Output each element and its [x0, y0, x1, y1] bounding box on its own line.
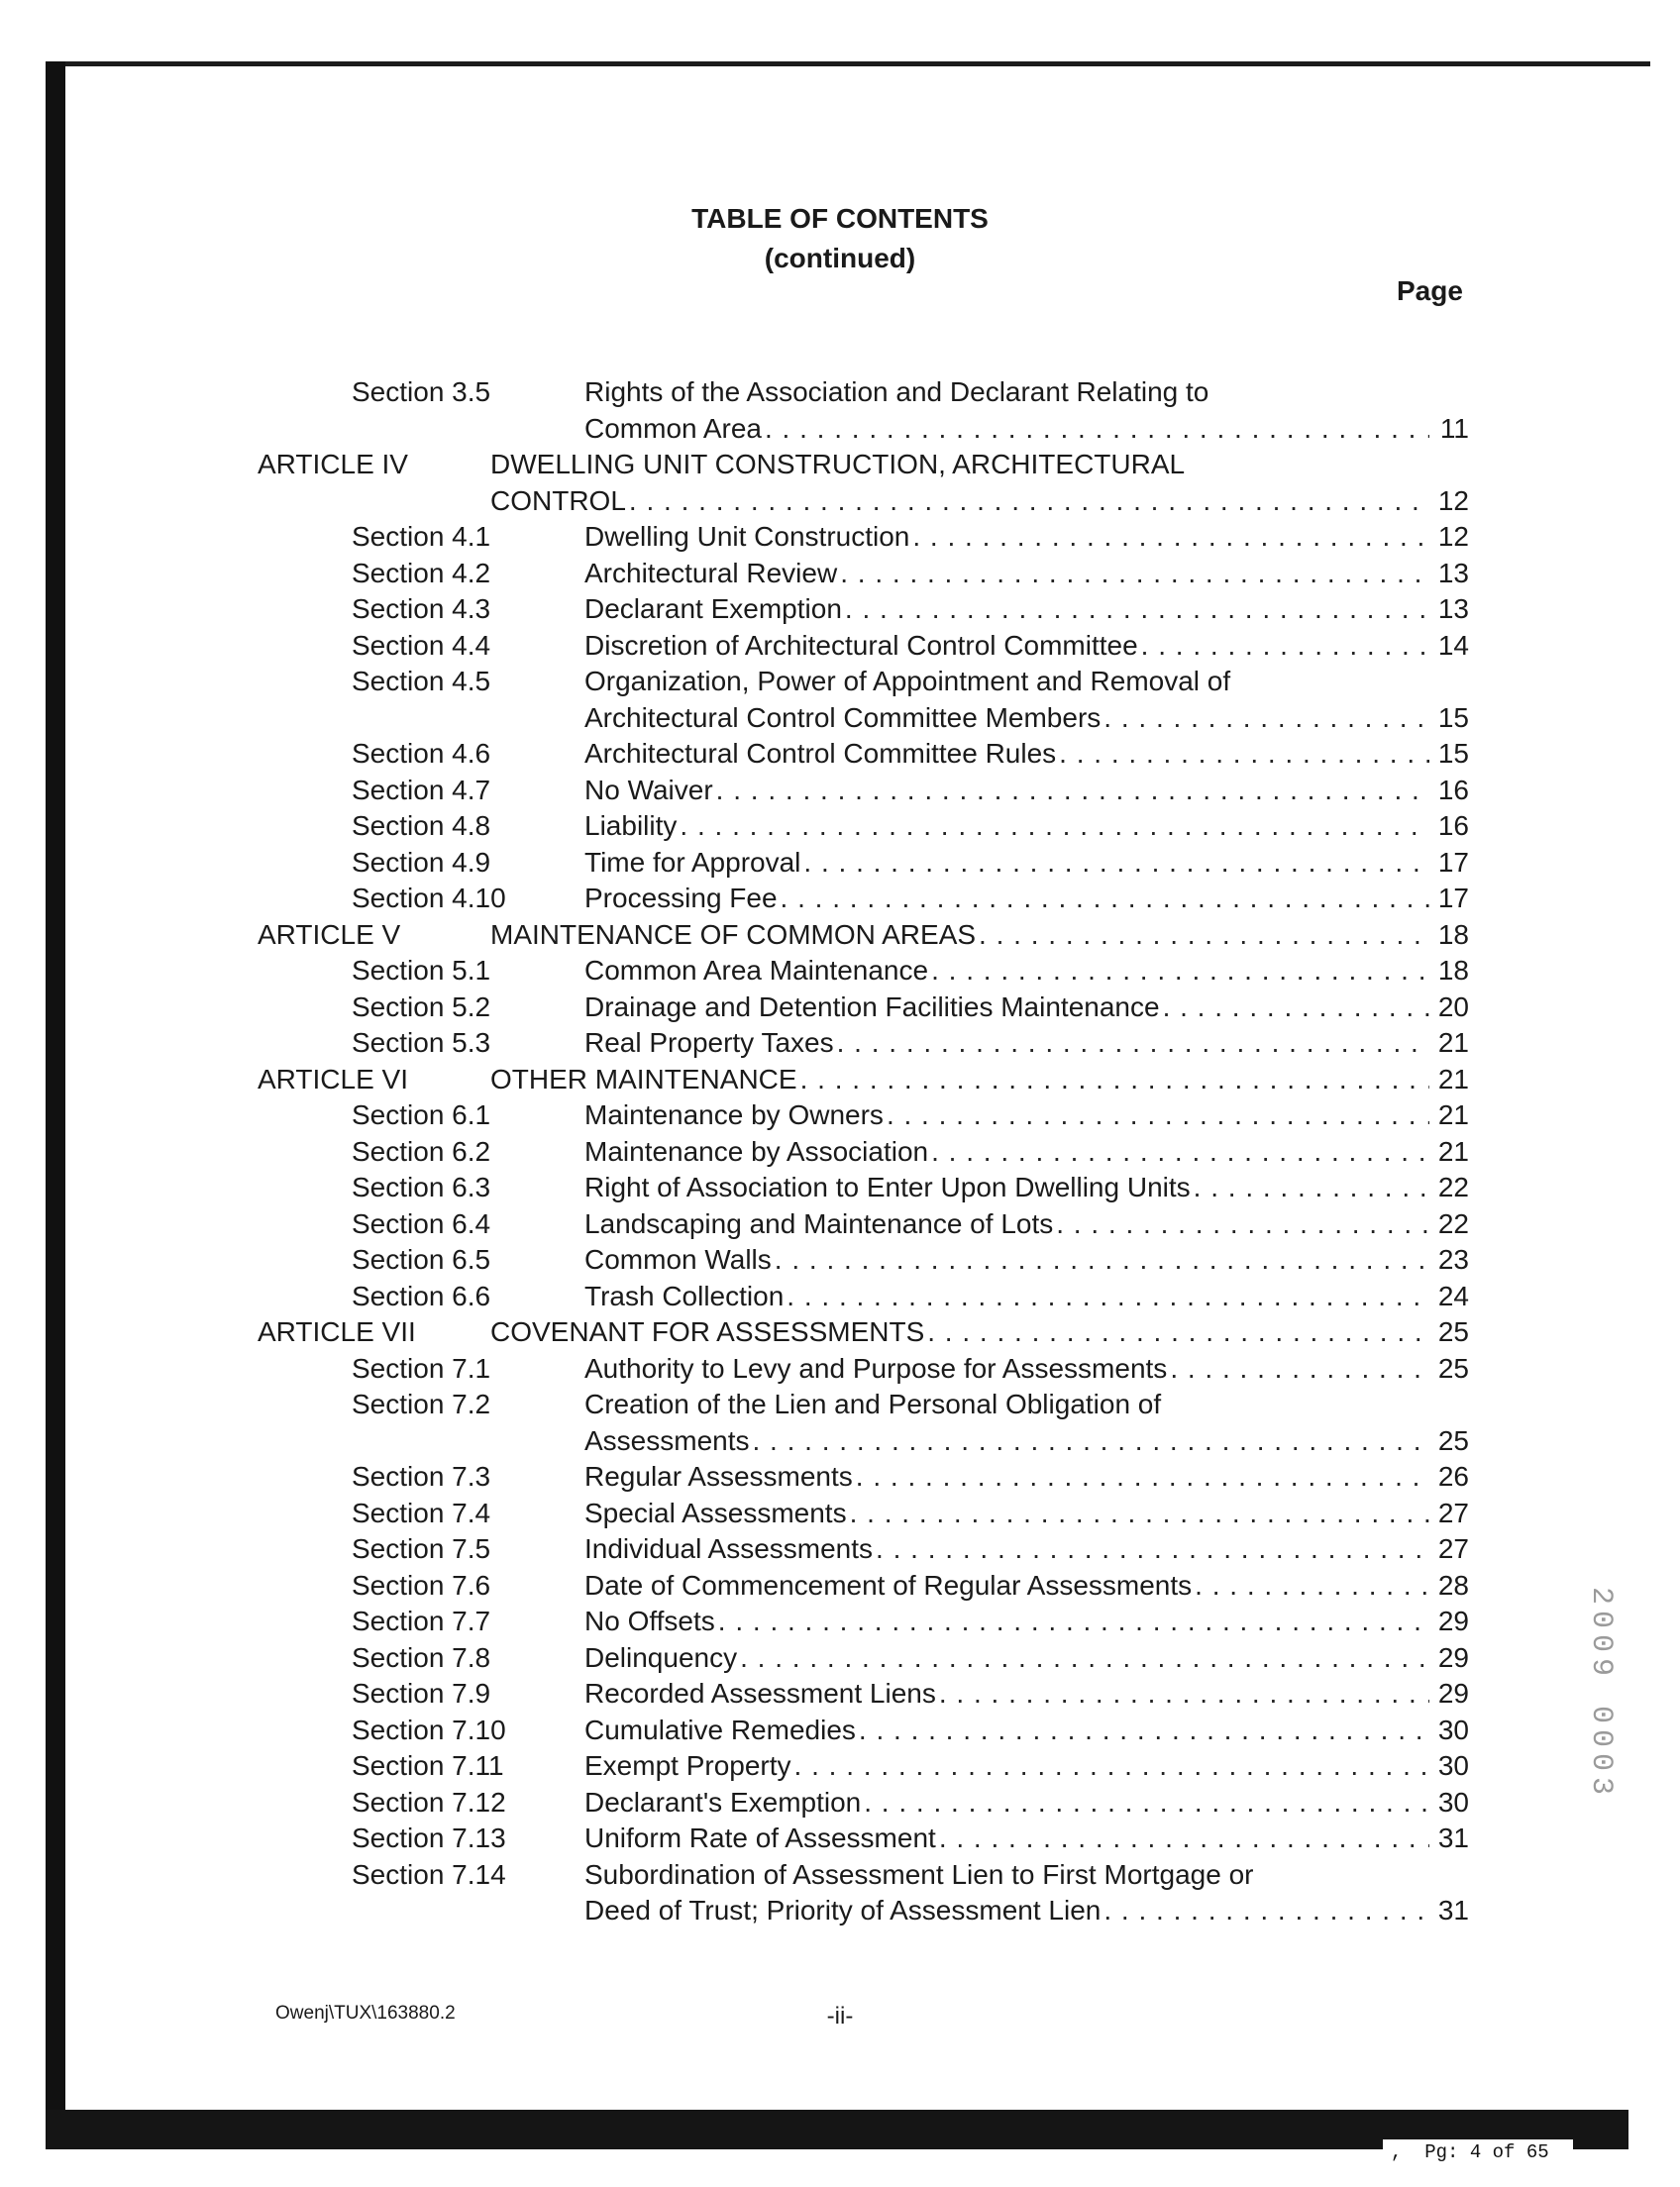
toc-entry-title: OTHER MAINTENANCE: [490, 1063, 797, 1094]
toc-entry-page: 21: [1437, 1063, 1469, 1094]
scan-stamp: [1571, 1525, 1630, 1862]
toc-entry-page: 26: [1437, 1461, 1469, 1492]
dot-leader: [1059, 736, 1429, 772]
toc-entry-page: 17: [1437, 883, 1469, 913]
toc-entry-number: Section 7.1: [352, 1352, 491, 1384]
toc-section-row: [0, 411, 1680, 448]
file-reference: Owenj\TUX\163880.2: [275, 2003, 456, 2024]
pager-readout: , Pg: 4 of 65: [1383, 2139, 1573, 2165]
toc-section-row: [0, 1097, 1680, 1134]
dot-leader: [840, 556, 1429, 591]
toc-entry-number: Section 7.5: [352, 1533, 491, 1564]
dot-leader: [718, 1604, 1429, 1639]
toc-entry-number: ARTICLE VII: [258, 1316, 416, 1347]
toc-entry-number: Section 6.3: [352, 1172, 491, 1202]
toc-section-row: [0, 1279, 1680, 1315]
dot-leader: [680, 808, 1429, 844]
toc-entry-page: 15: [1437, 701, 1469, 733]
dot-leader: [716, 773, 1429, 808]
toc-section-row: [0, 519, 1680, 556]
page-column-label: Page: [1397, 275, 1463, 306]
toc-section-row: [0, 1857, 1680, 1894]
dot-leader: [803, 845, 1429, 881]
dot-leader: [850, 1496, 1429, 1531]
toc-article-row: [0, 1062, 1680, 1098]
toc-entry-title: Discretion of Architectural Control Committee: [584, 629, 1138, 661]
toc-entry-number: Section 3.5: [352, 376, 491, 407]
toc-entry-page: 22: [1437, 1172, 1469, 1202]
toc-entry-title: Individual Assessments: [584, 1533, 874, 1564]
toc-entry-title: Trash Collection: [584, 1280, 785, 1311]
toc-entry-title: Deed of Trust; Priority of Assessment Lien: [584, 1895, 1102, 1926]
dot-leader: [1103, 1893, 1429, 1928]
dot-leader: [753, 1423, 1430, 1459]
toc-section-row: [0, 1134, 1680, 1171]
toc-entry-number: Section 4.3: [352, 593, 491, 624]
toc-entry-page: 30: [1437, 1750, 1469, 1781]
toc-entry-number: Section 5.1: [352, 955, 491, 986]
toc-entry-title: Right of Association to Enter Upon Dwelling Units: [584, 1172, 1191, 1202]
dot-leader: [912, 519, 1429, 555]
toc-entry-page: 27: [1437, 1533, 1469, 1564]
dot-leader: [775, 1242, 1429, 1278]
dot-leader: [1141, 628, 1429, 664]
toc-entry-title: Architectural Control Committee Members: [584, 701, 1102, 733]
toc-entry-title: Exempt Property: [584, 1750, 791, 1781]
toc-section-row: [0, 1459, 1680, 1496]
toc-section-row: [0, 989, 1680, 1026]
toc-entry-page: 23: [1437, 1244, 1469, 1275]
toc-entry-page: 30: [1437, 1714, 1469, 1745]
dot-leader: [765, 411, 1429, 447]
dot-leader: [931, 953, 1429, 989]
toc-entry-page: 14: [1437, 629, 1469, 661]
dot-leader: [939, 1821, 1429, 1856]
toc-entry-number: Section 7.8: [352, 1641, 491, 1673]
toc-entry-title: Uniform Rate of Assessment: [584, 1822, 936, 1853]
toc-entry-page: 13: [1437, 557, 1469, 588]
dot-leader: [876, 1531, 1429, 1567]
toc-entry-page: 22: [1437, 1207, 1469, 1239]
toc-entry-number: Section 7.4: [352, 1497, 491, 1528]
toc-entry-number: Section 5.3: [352, 1027, 491, 1058]
page-number: -ii-: [826, 2003, 854, 2030]
dot-leader: [837, 1025, 1429, 1061]
toc-section-row: [0, 374, 1680, 411]
toc-entry-number: Section 4.2: [352, 557, 491, 588]
toc-section-row: [0, 591, 1680, 628]
toc-entry-title: Landscaping and Maintenance of Lots: [584, 1207, 1054, 1239]
toc-entry-title: Subordination of Assessment Lien to First Mortgage or: [584, 1858, 1254, 1890]
dot-leader: [1163, 989, 1429, 1025]
dot-leader: [794, 1748, 1429, 1784]
toc-entry-page: 29: [1437, 1641, 1469, 1673]
toc-entry-page: 25: [1437, 1316, 1469, 1347]
toc-entry-page: 21: [1437, 1027, 1469, 1058]
toc-entry-title: MAINTENANCE OF COMMON AREAS: [490, 918, 977, 950]
toc-entry-title: Regular Assessments: [584, 1461, 853, 1492]
toc-entry-title: Creation of the Lien and Personal Obligation of: [584, 1389, 1162, 1419]
dot-leader: [931, 1134, 1429, 1170]
dot-leader: [845, 591, 1429, 627]
toc-entry-title: Common Walls: [584, 1244, 772, 1275]
toc-entry-number: ARTICLE VI: [258, 1063, 408, 1094]
toc-entry-title: Cumulative Remedies: [584, 1714, 856, 1745]
toc-entry-number: Section 7.6: [352, 1569, 491, 1601]
toc-entry-page: 29: [1437, 1678, 1469, 1709]
toc-entry-title: No Waiver: [584, 774, 713, 805]
toc-entry-number: Section 7.2: [352, 1389, 491, 1419]
toc-section-row: [0, 1242, 1680, 1279]
toc-entry-page: 20: [1437, 990, 1469, 1022]
toc-entry-page: 17: [1437, 846, 1469, 878]
toc-entry-number: Section 4.10: [352, 883, 506, 913]
toc-entry-title: Special Assessments: [584, 1497, 847, 1528]
toc-article-row: [0, 483, 1680, 520]
toc-entry-number: ARTICLE V: [258, 918, 401, 950]
toc-article-row: [0, 917, 1680, 954]
toc-section-row: [0, 1206, 1680, 1243]
dot-leader: [787, 1279, 1429, 1314]
toc-entry-number: Section 6.2: [352, 1135, 491, 1167]
toc-section-row: [0, 1676, 1680, 1713]
toc-entry-title: Date of Commencement of Regular Assessments: [584, 1569, 1193, 1601]
toc-entry-title: COVENANT FOR ASSESSMENTS: [490, 1316, 925, 1347]
toc-section-row: [0, 700, 1680, 737]
toc-section-row: [0, 845, 1680, 882]
toc-entry-title: CONTROL: [490, 484, 626, 516]
toc-article-row: [0, 1314, 1680, 1351]
toc-entry-title: Real Property Taxes: [584, 1027, 834, 1058]
toc-entry-page: 12: [1437, 484, 1469, 516]
toc-entry-number: Section 7.7: [352, 1606, 491, 1636]
dot-leader: [1103, 700, 1429, 736]
toc-entry-page: 25: [1437, 1352, 1469, 1384]
toc-entry-title: Time for Approval: [584, 846, 801, 878]
toc-entry-page: 11: [1439, 412, 1469, 444]
toc-section-row: [0, 773, 1680, 809]
toc-entry-title: Rights of the Association and Declarant Relating to: [584, 376, 1209, 407]
toc-entry-page: 16: [1437, 774, 1469, 805]
toc-entry-title: DWELLING UNIT CONSTRUCTION, ARCHITECTURAL: [490, 449, 1186, 479]
dot-leader: [740, 1640, 1429, 1676]
dot-leader: [887, 1097, 1429, 1133]
toc-entry-title: Maintenance by Association: [584, 1135, 929, 1167]
toc-entry-title: Dwelling Unit Construction: [584, 521, 910, 552]
dot-leader: [864, 1785, 1429, 1821]
toc-section-row: [0, 1713, 1680, 1749]
toc-entry-title: Recorded Assessment Liens: [584, 1678, 936, 1709]
toc-entry-page: 18: [1437, 955, 1469, 986]
toc-section-row: [0, 1496, 1680, 1532]
toc-entry-title: Organization, Power of Appointment and Removal of: [584, 666, 1231, 696]
toc-entry-page: 27: [1437, 1497, 1469, 1528]
toc-entry-number: ARTICLE IV: [258, 449, 408, 479]
toc-entry-number: Section 4.4: [352, 629, 491, 661]
toc-entry-number: Section 4.1: [352, 521, 491, 552]
toc-entry-page: 21: [1437, 1099, 1469, 1130]
toc-entry-page: 31: [1437, 1822, 1469, 1853]
toc-entry-title: Common Area Maintenance: [584, 955, 929, 986]
dot-leader: [800, 1062, 1429, 1097]
toc-entry-number: Section 5.2: [352, 990, 491, 1022]
dot-leader: [781, 881, 1429, 916]
toc-entry-number: Section 4.7: [352, 774, 491, 805]
toc-entry-number: Section 7.12: [352, 1786, 506, 1818]
dot-leader: [939, 1676, 1429, 1712]
toc-section-row: [0, 1351, 1680, 1388]
toc-list: [0, 374, 1680, 1929]
dot-leader: [979, 917, 1429, 953]
toc-section-row: [0, 1893, 1680, 1929]
dot-leader: [927, 1314, 1429, 1350]
toc-entry-page: 31: [1437, 1895, 1469, 1926]
toc-entry-number: Section 6.4: [352, 1207, 491, 1239]
toc-entry-number: Section 7.14: [352, 1858, 506, 1890]
toc-entry-page: 29: [1437, 1606, 1469, 1636]
toc-title: TABLE OF CONTENTS: [691, 203, 989, 234]
toc-section-row: [0, 881, 1680, 917]
toc-entry-number: Section 6.1: [352, 1099, 491, 1130]
toc-entry-number: Section 4.5: [352, 666, 491, 696]
toc-entry-title: Delinquency: [584, 1641, 738, 1673]
toc-subtitle: (continued): [764, 243, 916, 273]
toc-section-row: [0, 1785, 1680, 1822]
dot-leader: [1170, 1351, 1429, 1387]
toc-section-row: [0, 953, 1680, 989]
toc-entry-title: Processing Fee: [584, 883, 778, 913]
toc-section-row: [0, 1170, 1680, 1206]
toc-entry-page: 16: [1437, 810, 1469, 841]
toc-entry-number: Section 6.6: [352, 1280, 491, 1311]
toc-entry-page: 24: [1437, 1280, 1469, 1311]
toc-entry-number: Section 7.3: [352, 1461, 491, 1492]
toc-entry-page: 13: [1437, 593, 1469, 624]
scan-border-top: [46, 61, 1650, 66]
toc-section-row: [0, 1821, 1680, 1857]
toc-entry-number: Section 7.9: [352, 1678, 491, 1709]
toc-entry-title: No Offsets: [584, 1606, 715, 1636]
toc-section-row: [0, 628, 1680, 665]
scan-stamp-text: 2009 0003: [1584, 1586, 1618, 1802]
toc-entry-number: Section 7.10: [352, 1714, 506, 1745]
toc-section-row: [0, 1568, 1680, 1605]
toc-section-row: [0, 1640, 1680, 1677]
toc-entry-title: Common Area: [584, 412, 762, 444]
dot-leader: [859, 1713, 1429, 1748]
toc-entry-number: Section 4.8: [352, 810, 491, 841]
toc-entry-page: 30: [1437, 1786, 1469, 1818]
toc-entry-page: 25: [1437, 1424, 1469, 1456]
toc-entry-page: 21: [1437, 1135, 1469, 1167]
toc-entry-title: Declarant's Exemption: [584, 1786, 862, 1818]
toc-entry-page: 28: [1437, 1569, 1469, 1601]
toc-entry-page: 12: [1437, 521, 1469, 552]
toc-entry-title: Architectural Review: [584, 557, 838, 588]
toc-section-row: [0, 556, 1680, 592]
toc-section-row: [0, 1531, 1680, 1568]
toc-entry-number: Section 6.5: [352, 1244, 491, 1275]
dot-leader: [1195, 1568, 1429, 1604]
dot-leader: [1194, 1170, 1429, 1205]
toc-entry-title: Drainage and Detention Facilities Maintenance: [584, 990, 1160, 1022]
toc-section-row: [0, 1025, 1680, 1062]
toc-entry-title: Liability: [584, 810, 678, 841]
toc-entry-title: Authority to Levy and Purpose for Assessments: [584, 1352, 1168, 1384]
toc-entry-page: 15: [1437, 738, 1469, 769]
dot-leader: [856, 1459, 1429, 1495]
toc-section-row: [0, 664, 1680, 700]
toc-section-row: [0, 1387, 1680, 1423]
toc-entry-number: Section 4.9: [352, 846, 491, 878]
toc-entry-title: Architectural Control Committee Rules: [584, 738, 1057, 769]
toc-section-row: [0, 1604, 1680, 1640]
toc-section-row: [0, 1748, 1680, 1785]
toc-entry-number: Section 7.13: [352, 1822, 506, 1853]
dot-leader: [1056, 1206, 1429, 1242]
toc-entry-title: Maintenance by Owners: [584, 1099, 884, 1130]
toc-entry-title: Assessments: [584, 1424, 750, 1456]
toc-entry-number: Section 7.11: [352, 1750, 504, 1781]
toc-entry-page: 18: [1437, 918, 1469, 950]
toc-article-row: [0, 447, 1680, 483]
toc-section-row: [0, 808, 1680, 845]
toc-entry-number: Section 4.6: [352, 738, 491, 769]
toc-section-row: [0, 736, 1680, 773]
toc-section-row: [0, 1423, 1680, 1460]
dot-leader: [629, 483, 1429, 519]
toc-entry-title: Declarant Exemption: [584, 593, 842, 624]
